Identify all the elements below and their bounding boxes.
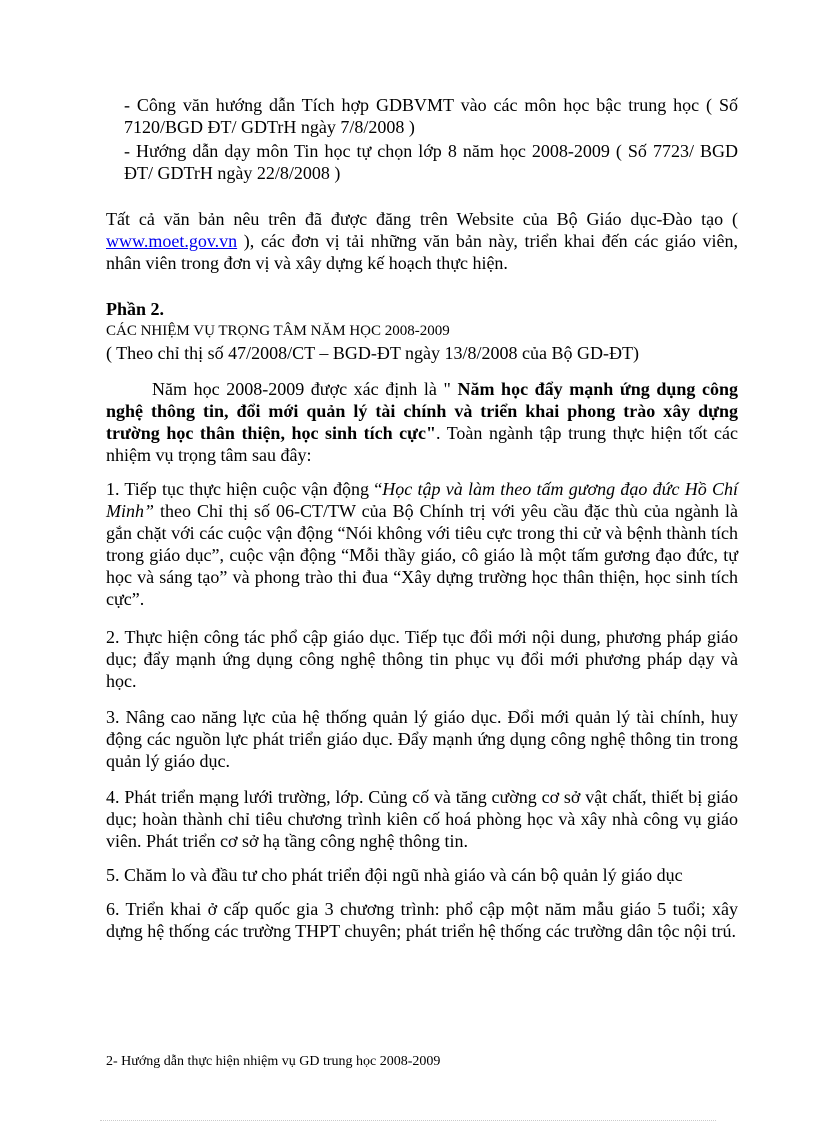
lead-bold-text: Năm học đẩy mạnh ứng dụng công nghệ thông tin, đổi mới quản lý tài chính và triển khai phong trào xây dựng trường học thân thiện, học sinh tích cực"	[106, 379, 738, 443]
task-1-italic: Học tập và làm theo tấm gương đạo đức Hồ Chí Minh”	[106, 479, 738, 521]
task-1-before: 1. Tiếp tục thực hiện cuộc vận động “	[106, 479, 383, 499]
intro-text-before: Tất cả văn bản nêu trên đã được đăng trên Website của Bộ Giáo dục-Đào tạo (	[106, 209, 738, 229]
bottom-divider	[100, 1120, 716, 1121]
section-subtitle: ( Theo chỉ thị số 47/2008/CT – BGD-ĐT ngày 13/8/2008 của Bộ GD-ĐT)	[106, 343, 639, 363]
bullet-item: - Công văn hướng dẫn Tích hợp GDBVMT vào các môn học bậc trung học ( Số 7120/BGD ĐT/ GDTrH ngày 7/8/2008 )	[124, 95, 738, 137]
section-title: CÁC NHIỆM VỤ TRỌNG TÂM NĂM HỌC 2008-2009	[106, 323, 450, 339]
lead-text-before: Năm học 2008-2009 được xác định là "	[152, 379, 458, 399]
intro-text-after: ), các đơn vị tải những văn bản này, triển khai đến các giáo viên, nhân viên trong đơn vị và xây dựng kế hoạch thực hiện.	[106, 231, 738, 273]
moet-link[interactable]: www.moet.gov.vn	[106, 231, 238, 251]
section-heading: Phần 2.	[106, 299, 165, 319]
task-item-5: 5. Chăm lo và đầu tư cho phát triển đội ngũ nhà giáo và cán bộ quản lý giáo dục	[106, 865, 683, 885]
bullet-item: - Hướng dẫn dạy môn Tin học tự chọn lớp 8 năm học 2008-2009 ( Số 7723/ BGD ĐT/ GDTrH ngày 22/8/2008 )	[124, 141, 738, 183]
lead-text-after: . Toàn ngành tập trung thực hiện tốt các nhiệm vụ trọng tâm sau đây:	[106, 423, 738, 465]
task-item-1	[106, 478, 738, 610]
task-item-4: 4. Phát triển mạng lưới trường, lớp. Củng cố và tăng cường cơ sở vật chất, thiết bị giáo dục; hoàn thành chỉ tiêu chương trình kiên cố hoá phòng học và xây nhà công vụ giáo viên. Phát triển cơ sở hạ tầng công nghệ thông tin.	[106, 787, 738, 851]
intro-paragraph	[106, 208, 738, 274]
page-footer: 2- Hướng dẫn thực hiện nhiệm vụ GD trung học 2008-2009	[106, 1054, 441, 1069]
task-item-3: 3. Nâng cao năng lực của hệ thống quản lý giáo dục. Đổi mới quản lý tài chính, huy động các nguồn lực phát triển giáo dục. Đẩy mạnh ứng dụng công nghệ thông tin trong quản lý giáo dục.	[106, 707, 738, 771]
task-item-6: 6. Triển khai ở cấp quốc gia 3 chương trình: phổ cập một năm mẫu giáo 5 tuổi; xây dựng hệ thống các trường THPT chuyên; phát triển hệ thống các trường dân tộc nội trú.	[106, 899, 738, 941]
task-1-after: theo Chỉ thị số 06-CT/TW của Bộ Chính trị với yêu cầu đặc thù của ngành là gắn chặt với các cuộc vận động “Nói không với tiêu cực trong thi cử và bệnh thành tích trong giáo dục”, cuộc vận động “Mỗi thầy giáo, cô giáo là một tấm gương đạo đức, tự học và sáng tạo” và phong trào thi đua “Xây dựng trường học thân thiện, học sinh tích cực”.	[106, 501, 738, 609]
task-item-2: 2. Thực hiện công tác phổ cập giáo dục. Tiếp tục đổi mới nội dung, phương pháp giáo dục; đẩy mạnh ứng dụng công nghệ thông tin phục vụ đổi mới phương pháp dạy và học.	[106, 627, 738, 691]
lead-paragraph	[106, 378, 738, 466]
